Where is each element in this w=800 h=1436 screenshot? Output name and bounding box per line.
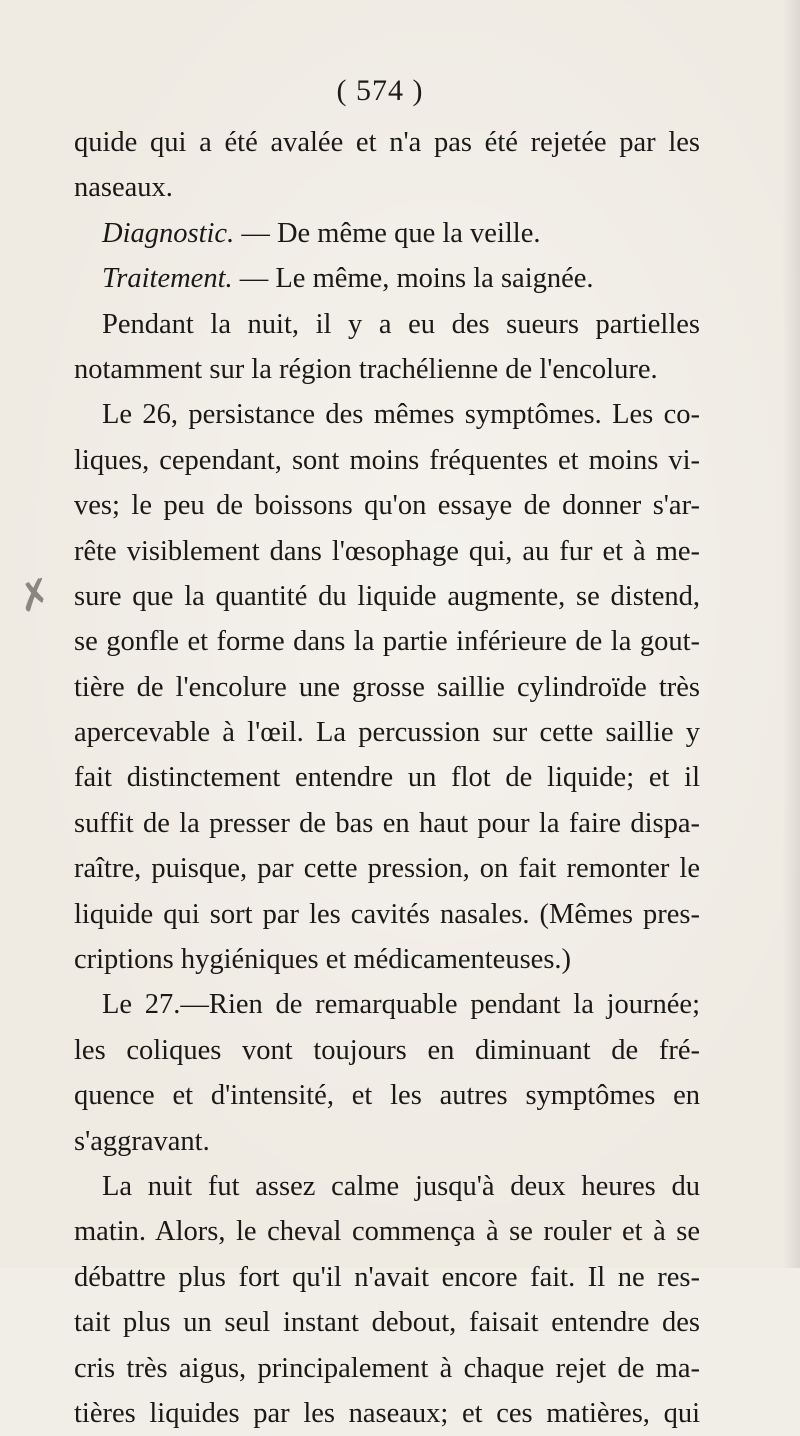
body-text: [74, 120, 700, 1436]
section-heading-word: Traitement.: [102, 263, 233, 295]
margin-annotation-mark: ✗: [12, 569, 57, 622]
text-line: tières liquides par les naseaux; et ces matières, qui: [74, 1397, 700, 1429]
text-line: les coliques vont toujours en diminuant de fré-: [74, 1034, 700, 1066]
text-line: matin. Alors, le cheval commença à se rouler et à se: [74, 1216, 700, 1248]
text-line-diagnostic: Diagnostic. — De même que la veille.: [102, 217, 541, 249]
text-line: suffit de la presser de bas en haut pour la faire dispa-: [74, 807, 700, 839]
page-number: ( 574 ): [336, 74, 424, 107]
text-line: cris très aigus, principalement à chaque rejet de ma-: [74, 1352, 700, 1384]
text-line: Le 26, persistance des mêmes symptômes. Les co-: [102, 399, 700, 431]
text-line: La nuit fut assez calme jusqu'à deux heures du: [102, 1170, 700, 1202]
text-line: sure que la quantité du liquide augmente, se distend,: [74, 580, 700, 612]
text-line: quide qui a été avalée et n'a pas été rejetée par les: [74, 127, 700, 158]
text-line: s'aggravant.: [74, 1125, 210, 1157]
text-line: débattre plus fort qu'il n'avait encore fait. Il ne res-: [74, 1261, 700, 1293]
text-line: tait plus un seul instant debout, faisait entendre des: [74, 1307, 700, 1339]
text-line: fait distinctement entendre un flot de liquide; et il: [74, 762, 700, 794]
text-line: naseaux.: [74, 172, 173, 204]
page-edge-shadow: [782, 0, 800, 1268]
text-line-treatment: Traitement. — Le même, moins la saignée.: [102, 263, 594, 295]
text-line: rête visiblement dans l'œsophage qui, au fur et à me-: [74, 535, 700, 567]
text-line: ves; le peu de boissons qu'on essaye de donner s'ar-: [74, 490, 700, 522]
text-line: liques, cependant, sont moins fréquentes et moins vi-: [74, 444, 700, 476]
text-line: se gonfle et forme dans la partie inférieure de la gout-: [74, 626, 700, 658]
section-heading-word: Diagnostic.: [102, 217, 235, 249]
text-line: notamment sur la région trachélienne de l'encolure.: [74, 353, 658, 385]
text-line: apercevable à l'œil. La percussion sur cette saillie y: [74, 717, 700, 749]
text-line: tière de l'encolure une grosse saillie cylindroïde très: [74, 671, 700, 703]
text-line: raître, puisque, par cette pression, on fait remonter le: [74, 853, 700, 885]
text-line: liquide qui sort par les cavités nasales. (Mêmes pres-: [74, 898, 700, 930]
text-line: quence et d'intensité, et les autres symptômes en: [74, 1080, 700, 1112]
text-line: Le 27.—Rien de remarquable pendant la journée;: [102, 989, 700, 1021]
text-line: Pendant la nuit, il y a eu des sueurs partielles: [102, 308, 700, 340]
text-line: criptions hygiéniques et médicamenteuses.): [74, 944, 572, 976]
